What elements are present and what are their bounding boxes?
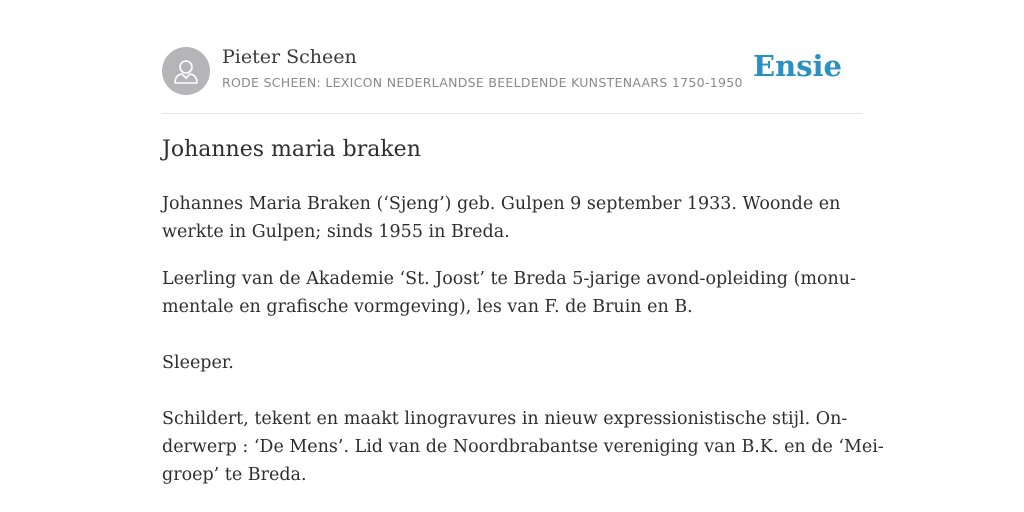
source-name[interactable]: RODE SCHEEN: LEXICON NEDERLANDSE BEELDENDE KUNSTENAARS 1750-1950 (222, 75, 743, 90)
article-title: Johannes maria braken (162, 137, 421, 162)
paragraph-line: Leerling van de Akademie ‘St. Joost’ te Breda 5-jarige avond-opleiding (monu- (162, 269, 856, 289)
paragraph-line: derwerp : ‘De Mens’. Lid van de Noordbrabantse vereniging van B.K. en de ‘Mei- (162, 437, 884, 457)
article-paragraph (162, 349, 862, 377)
header (162, 46, 862, 96)
paragraph-line: Johannes Maria Braken (‘Sjeng’) geb. Gulpen 9 september 1933. Woonde en (162, 194, 841, 214)
article-paragraph (162, 265, 862, 321)
paragraph-line: Schildert, tekent en maakt linogravures in nieuw expressionistische stijl. On- (162, 409, 848, 429)
avatar[interactable] (162, 47, 210, 95)
paragraph-line: mentale en grafische vormgeving), les van F. de Bruin en B. (162, 297, 693, 317)
paragraph-line: werkte in Gulpen; sinds 1955 in Breda. (162, 222, 510, 242)
paragraph-line: Sleeper. (162, 353, 234, 373)
divider (162, 113, 862, 114)
author-name[interactable]: Pieter Scheen (222, 46, 357, 68)
paragraph-line: groep’ te Breda. (162, 465, 307, 485)
brand-logo[interactable]: Ensie (753, 49, 842, 83)
user-icon (162, 47, 210, 95)
article-paragraph (162, 190, 862, 246)
article-paragraph (162, 405, 884, 489)
